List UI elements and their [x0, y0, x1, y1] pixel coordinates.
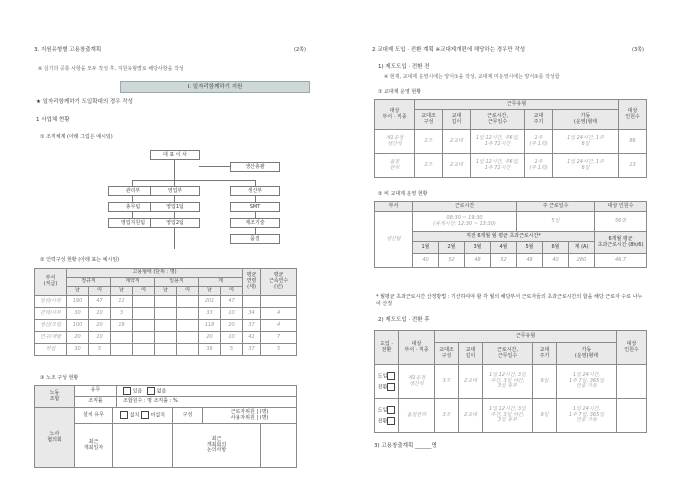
staff-gender: 남 [155, 287, 177, 296]
table-cell[interactable]: 1일 12시간, 주6일, 1주 72시간 [471, 154, 525, 178]
staff-gender: 여 [133, 287, 155, 296]
org-team-smt: SMT [230, 202, 280, 212]
table-cell[interactable]: 1일 12시간, 3일 주간, 3일 야간, 3일 휴무 [483, 399, 533, 433]
t2-hours-value[interactable]: 08:30 ~ 19:30 (휴게시간: 12:30 ~ 13:30) [413, 212, 517, 232]
month-header: 2월 [439, 242, 465, 254]
staff-h-regular: 정규직 [67, 278, 111, 287]
table-cell[interactable] [155, 320, 177, 332]
table-cell[interactable]: 4 [261, 320, 297, 332]
table-cell[interactable]: 1일 24시간, 1주 7일, 365일 연중 가동 [557, 365, 617, 399]
banner: Ⅰ. 일자리함께하기 지원 [120, 81, 310, 93]
table-cell[interactable]: 1일 24시간, 1주 7일, 365일 연중 가동 [557, 399, 617, 433]
council-installed-label: 설치 [129, 412, 140, 419]
month-header: 계 (A) [569, 242, 595, 254]
table-cell[interactable]: 품질관리 [399, 399, 435, 433]
intro-option-label: 도입 [377, 373, 388, 380]
s1-note: ※ 현재, 교대제 운영시에는 양식①을 작성, 교대제 미운영시에는 양식②를 작성함 [384, 74, 560, 80]
table-cell[interactable]: 4 [261, 308, 297, 320]
table-cell[interactable]: 37 [243, 344, 261, 356]
month-value[interactable]: 280 [569, 254, 595, 268]
table-cell[interactable]: 86 [619, 130, 647, 154]
staff-gender: 남 [67, 287, 89, 296]
table-cell[interactable]: 3 [111, 308, 133, 320]
intro-option[interactable] [375, 372, 398, 380]
staff-h-daily: 일용직 [155, 278, 199, 287]
org-team-sales2: 영업2팀 [150, 218, 200, 228]
table-cell[interactable] [261, 296, 297, 308]
table-row [375, 130, 647, 154]
staff-table [34, 268, 297, 356]
t2-count-value[interactable]: 56명 [595, 212, 647, 232]
council-installed-checkbox[interactable] [120, 411, 128, 419]
shift-new-table [374, 330, 647, 433]
table-row [35, 344, 297, 356]
table-cell[interactable]: 13 [619, 154, 647, 178]
table-cell[interactable]: 34 [243, 308, 261, 320]
table-cell[interactable]: 2교대 [459, 365, 483, 399]
month-header: 3월 [465, 242, 491, 254]
intro-checkbox[interactable] [387, 383, 395, 391]
table-cell[interactable]: 37 [243, 320, 261, 332]
intro-option[interactable] [375, 383, 398, 391]
shift-current-table [374, 99, 647, 178]
row-label: 생산/조립 [35, 320, 67, 332]
month-value[interactable]: 40 [413, 254, 439, 268]
table-cell[interactable]: 10 [221, 308, 243, 320]
table-cell[interactable] [133, 320, 155, 332]
table-cell[interactable]: 190 [67, 296, 89, 308]
council-c4-value[interactable] [113, 424, 173, 468]
t1-h-cycle: 교대 주기 [525, 110, 553, 130]
council-not-installed-label: 미설치 [150, 412, 165, 419]
table-cell[interactable] [155, 308, 177, 320]
t2-h-dept: 부서 [375, 202, 413, 212]
staff-gender: 남 [199, 287, 221, 296]
table-cell[interactable]: 2조 [415, 154, 443, 178]
row-label: 관리/사무 [35, 308, 67, 320]
table-cell[interactable]: 18 [111, 320, 133, 332]
table-row [35, 320, 297, 332]
t3-h-operation: 가동 (운영)형태 [557, 343, 617, 365]
table-cell[interactable] [133, 308, 155, 320]
org-ceo: 대 표 이 사 [150, 150, 200, 160]
org-dept-production: 생산부 [230, 186, 280, 196]
table-row [35, 332, 297, 344]
right-section-page: (3쪽) [632, 47, 644, 53]
table-cell[interactable]: 5 [261, 344, 297, 356]
table-cell[interactable]: 30 [67, 344, 89, 356]
s2-title: 2) 제도도입 · 전환 후 [378, 317, 430, 323]
staff-gender: 여 [221, 287, 243, 296]
t1-h-target: 대상 부서 · 직종 [375, 100, 415, 130]
table-cell[interactable]: 100 [67, 320, 89, 332]
table-cell[interactable]: 1주 (주 1회) [525, 154, 553, 178]
t2-ot-title: 직전 6개월 월 평균 초과근로시간* [413, 232, 595, 242]
month-header: 5월 [517, 242, 543, 254]
org-team-general: 총무팀 [108, 202, 158, 212]
table-cell[interactable]: 10 [221, 332, 243, 344]
intro-option-label: 전환 [377, 418, 388, 424]
table-cell[interactable]: 30 [67, 308, 89, 320]
table-cell[interactable]: 1주 (주 1회) [525, 130, 553, 154]
table-cell[interactable]: 1일 24시간, 1주 6일 [553, 130, 619, 154]
table-cell[interactable] [111, 332, 133, 344]
table-cell[interactable]: 118 [199, 320, 221, 332]
table-cell[interactable]: 제1공정 생산직 [399, 365, 435, 399]
t2-title: ② 비 교대제 운영 현황 [378, 191, 428, 197]
month-header: 6월 [543, 242, 569, 254]
s3-title: 3) 고용창출계획 ______명 [374, 443, 437, 449]
intro-checkbox[interactable] [387, 406, 395, 414]
intro-option-label: 전환 [377, 384, 388, 390]
left-note: ※ 실기의 공통 사항을 모두 작성 후, 지원유형별로 해당사항을 작성 [38, 66, 184, 72]
table-cell[interactable]: 41 [243, 332, 261, 344]
union-no-label: 없음 [156, 388, 167, 395]
table-cell[interactable]: 2조 [415, 130, 443, 154]
council-table [34, 407, 297, 468]
staff-gender: 남 [111, 287, 133, 296]
staff-table-title: ② 인력구성 현황 (아래 표는 예시임) [40, 257, 120, 263]
table-row [35, 308, 297, 320]
table-cell[interactable]: 201 [199, 296, 221, 308]
table-cell[interactable]: 20 [221, 320, 243, 332]
t3-h-group: 교대 길이 [459, 343, 483, 365]
intro-options [375, 365, 399, 399]
council-not-installed-checkbox[interactable] [141, 411, 149, 419]
staff-h-age: 평균 연령 (세) [243, 269, 261, 296]
union-r2-label: 조직률 [75, 397, 117, 408]
intro-option[interactable] [375, 406, 398, 414]
staff-h-contract: 계약직 [111, 278, 155, 287]
t2-h-count: 대상 인원수 [595, 202, 647, 212]
t3-h-target: 대상 부서 · 직종 [399, 331, 435, 365]
month-value[interactable]: 48 [465, 254, 491, 268]
council-c2-label: 구성 [173, 408, 203, 424]
non-shift-table [374, 201, 647, 268]
table-cell[interactable] [155, 344, 177, 356]
council-h: 노사 협의회 [35, 408, 75, 468]
staff-h-dept: 부서 (직급) [35, 269, 67, 296]
table-cell[interactable] [133, 332, 155, 344]
council-c1-label: 설치 유무 [75, 408, 113, 424]
org-team-quality: 품질 [230, 234, 280, 244]
org-mgmt: 생산총괄 [230, 162, 280, 172]
intro-options [375, 399, 399, 433]
table-row [375, 154, 647, 178]
t2-h-hours: 근로시간 [413, 202, 517, 212]
table-cell[interactable]: 9일 [533, 399, 557, 433]
t3-h-shift: 교대조 구성 [435, 343, 459, 365]
row-label: 임원/사원 [35, 296, 67, 308]
org-dept-sales: 영업부 [150, 186, 200, 196]
month-header: 4월 [491, 242, 517, 254]
union-table-title: ③ 노조 구성 현황 [40, 375, 79, 381]
table-cell[interactable]: 1일 24시간, 1주 6일 [553, 154, 619, 178]
table-cell[interactable]: 7 [261, 332, 297, 344]
table-cell[interactable] [111, 344, 133, 356]
t3-h-count: 대상 인원수 [617, 331, 647, 365]
union-no-checkbox[interactable] [147, 387, 155, 395]
org-team-mfg-tech: 제조기술 [230, 218, 280, 228]
t1-h-group: 교대 길이 [443, 110, 471, 130]
t1-h-operation: 가동 (운영)형태 [553, 110, 619, 130]
table-cell[interactable]: 1일 12시간, 3일 주간, 3일 야간, 3일 휴무 [483, 365, 533, 399]
union-table [34, 385, 297, 408]
table-row [35, 296, 297, 308]
t1-h-type: 근무유형 [415, 100, 619, 110]
table-cell[interactable] [617, 365, 647, 399]
table-cell[interactable]: 5 [89, 344, 111, 356]
table-cell[interactable] [133, 344, 155, 356]
intro-option-label: 도입 [377, 407, 388, 414]
month-value[interactable]: 40 [543, 254, 569, 268]
t3-h-intro: 도입 · 전환 [375, 331, 399, 365]
council-c3-label: 근로자위원 | (명) 사용자위원 | (명) [203, 408, 297, 424]
table-cell[interactable]: 33 [199, 308, 221, 320]
table-cell[interactable]: 36 [199, 344, 221, 356]
org-team-sales-support: 영업지원팀 [108, 218, 158, 228]
month-header: 1월 [413, 242, 439, 254]
council-c4-label: 최근 개최일자 [75, 424, 113, 468]
table-cell[interactable]: 5 [221, 344, 243, 356]
table-cell[interactable]: 3조 [435, 399, 459, 433]
table-cell[interactable] [155, 296, 177, 308]
t1-h-shift: 교대조 구성 [415, 110, 443, 130]
table-cell[interactable]: 47 [221, 296, 243, 308]
t2-note: * 월평균 초과근로시간 산정방법 : 기산하여야 할 각 월의 해당부서 근로자들의 초과근로시간의 합을 해당 근로자 수로 나누어 산정 [376, 294, 643, 307]
t2-avg-title: 6개월 평균 초과근로시간 (8h/6) [595, 232, 647, 254]
table-cell[interactable]: 2교대 [459, 399, 483, 433]
staff-h-total: 계 [199, 278, 243, 287]
t1-title: ① 교대제 운영 현황 [378, 89, 422, 95]
table-cell[interactable] [133, 296, 155, 308]
sub-section-1: 1 사업체 현황 [36, 117, 70, 123]
staff-gender: 여 [177, 287, 199, 296]
staff-h-tenure: 평균 근속연수 (년) [261, 269, 297, 296]
intro-checkbox[interactable] [387, 417, 395, 425]
table-cell[interactable]: 20 [67, 332, 89, 344]
row-label: 영업 [35, 344, 67, 356]
t3-h-cycle: 교대 주기 [533, 343, 557, 365]
table-cell[interactable]: 11 [111, 296, 133, 308]
t1-h-count: 대상 인원수 [619, 100, 647, 130]
union-r2-text[interactable]: 조합원수 : 명 조직률 : % [117, 397, 297, 408]
table-cell[interactable]: 20 [199, 332, 221, 344]
table-cell[interactable]: 1일 12시간, 주6일, 1주 72시간 [471, 130, 525, 154]
month-value[interactable]: 52 [439, 254, 465, 268]
table-cell[interactable] [243, 296, 261, 308]
staff-h-emp: 고용형태 (단위 : 명) [67, 269, 243, 278]
month-value[interactable]: 52 [491, 254, 517, 268]
table-cell[interactable]: 10 [89, 308, 111, 320]
table-cell[interactable] [177, 332, 199, 344]
right-section-title: 2 교대제 도입 · 전환 계획 ※교대제개편에 해당하는 경우만 작성 [372, 47, 526, 53]
table-row [375, 399, 647, 433]
org-dept-admin: 관리부 [108, 186, 158, 196]
avg-value[interactable]: 46.7 [595, 254, 647, 268]
intro-option[interactable] [375, 417, 398, 425]
row-label: 연구/개발 [35, 332, 67, 344]
table-row [375, 365, 647, 399]
table-cell[interactable] [617, 399, 647, 433]
table-cell[interactable] [177, 308, 199, 320]
t3-h-type: 근무유형 [435, 331, 617, 343]
table-cell[interactable] [155, 332, 177, 344]
staff-gender: 여 [89, 287, 111, 296]
table-cell[interactable] [177, 320, 199, 332]
intro-checkbox[interactable] [387, 372, 395, 380]
table-cell[interactable]: 9일 [533, 365, 557, 399]
union-yes-checkbox[interactable] [123, 387, 131, 395]
org-chart-title: ① 조직체계 (아래 그림은 예시임) [40, 134, 113, 140]
union-yes-label: 있음 [132, 388, 143, 395]
t3-h-hours: 근로시간, 근무일수 [483, 343, 533, 365]
union-h: 노동 조합 [35, 386, 75, 408]
left-section-page: (2쪽) [294, 47, 306, 53]
t2-dept-value[interactable]: 생산팀 [375, 212, 413, 268]
s1-title: 1) 제도도입 · 전환 전 [378, 64, 430, 70]
t2-weekdays-value[interactable]: 5일 [517, 212, 595, 232]
month-value[interactable]: 48 [517, 254, 543, 268]
t1-h-hours: 근로시간, 근무일수 [471, 110, 525, 130]
council-c5-value[interactable] [261, 424, 297, 468]
table-cell[interactable] [177, 344, 199, 356]
council-c5-label: 최근 개최회의 논의사항 [173, 424, 261, 468]
left-section-title: 3. 지원유형별 고용창출계획 [34, 47, 102, 53]
t2-h-weekdays: 주 근로일수 [517, 202, 595, 212]
table-cell[interactable]: 3조 [435, 365, 459, 399]
left-subtitle: ★ 일자리함께하기 도입확대의 경우 작성 [36, 99, 133, 105]
table-cell[interactable] [177, 296, 199, 308]
table-cell[interactable]: 2교대 [443, 130, 471, 154]
org-team-sales1: 영업1팀 [150, 202, 200, 212]
table-cell[interactable]: 품질 관리 [375, 154, 415, 178]
table-cell[interactable]: 2교대 [443, 154, 471, 178]
union-r1-label: 유무 [75, 386, 117, 397]
table-cell[interactable]: 10 [89, 332, 111, 344]
table-cell[interactable]: 제1공정 생산직 [375, 130, 415, 154]
table-cell[interactable]: 47 [89, 296, 111, 308]
table-cell[interactable]: 20 [89, 320, 111, 332]
